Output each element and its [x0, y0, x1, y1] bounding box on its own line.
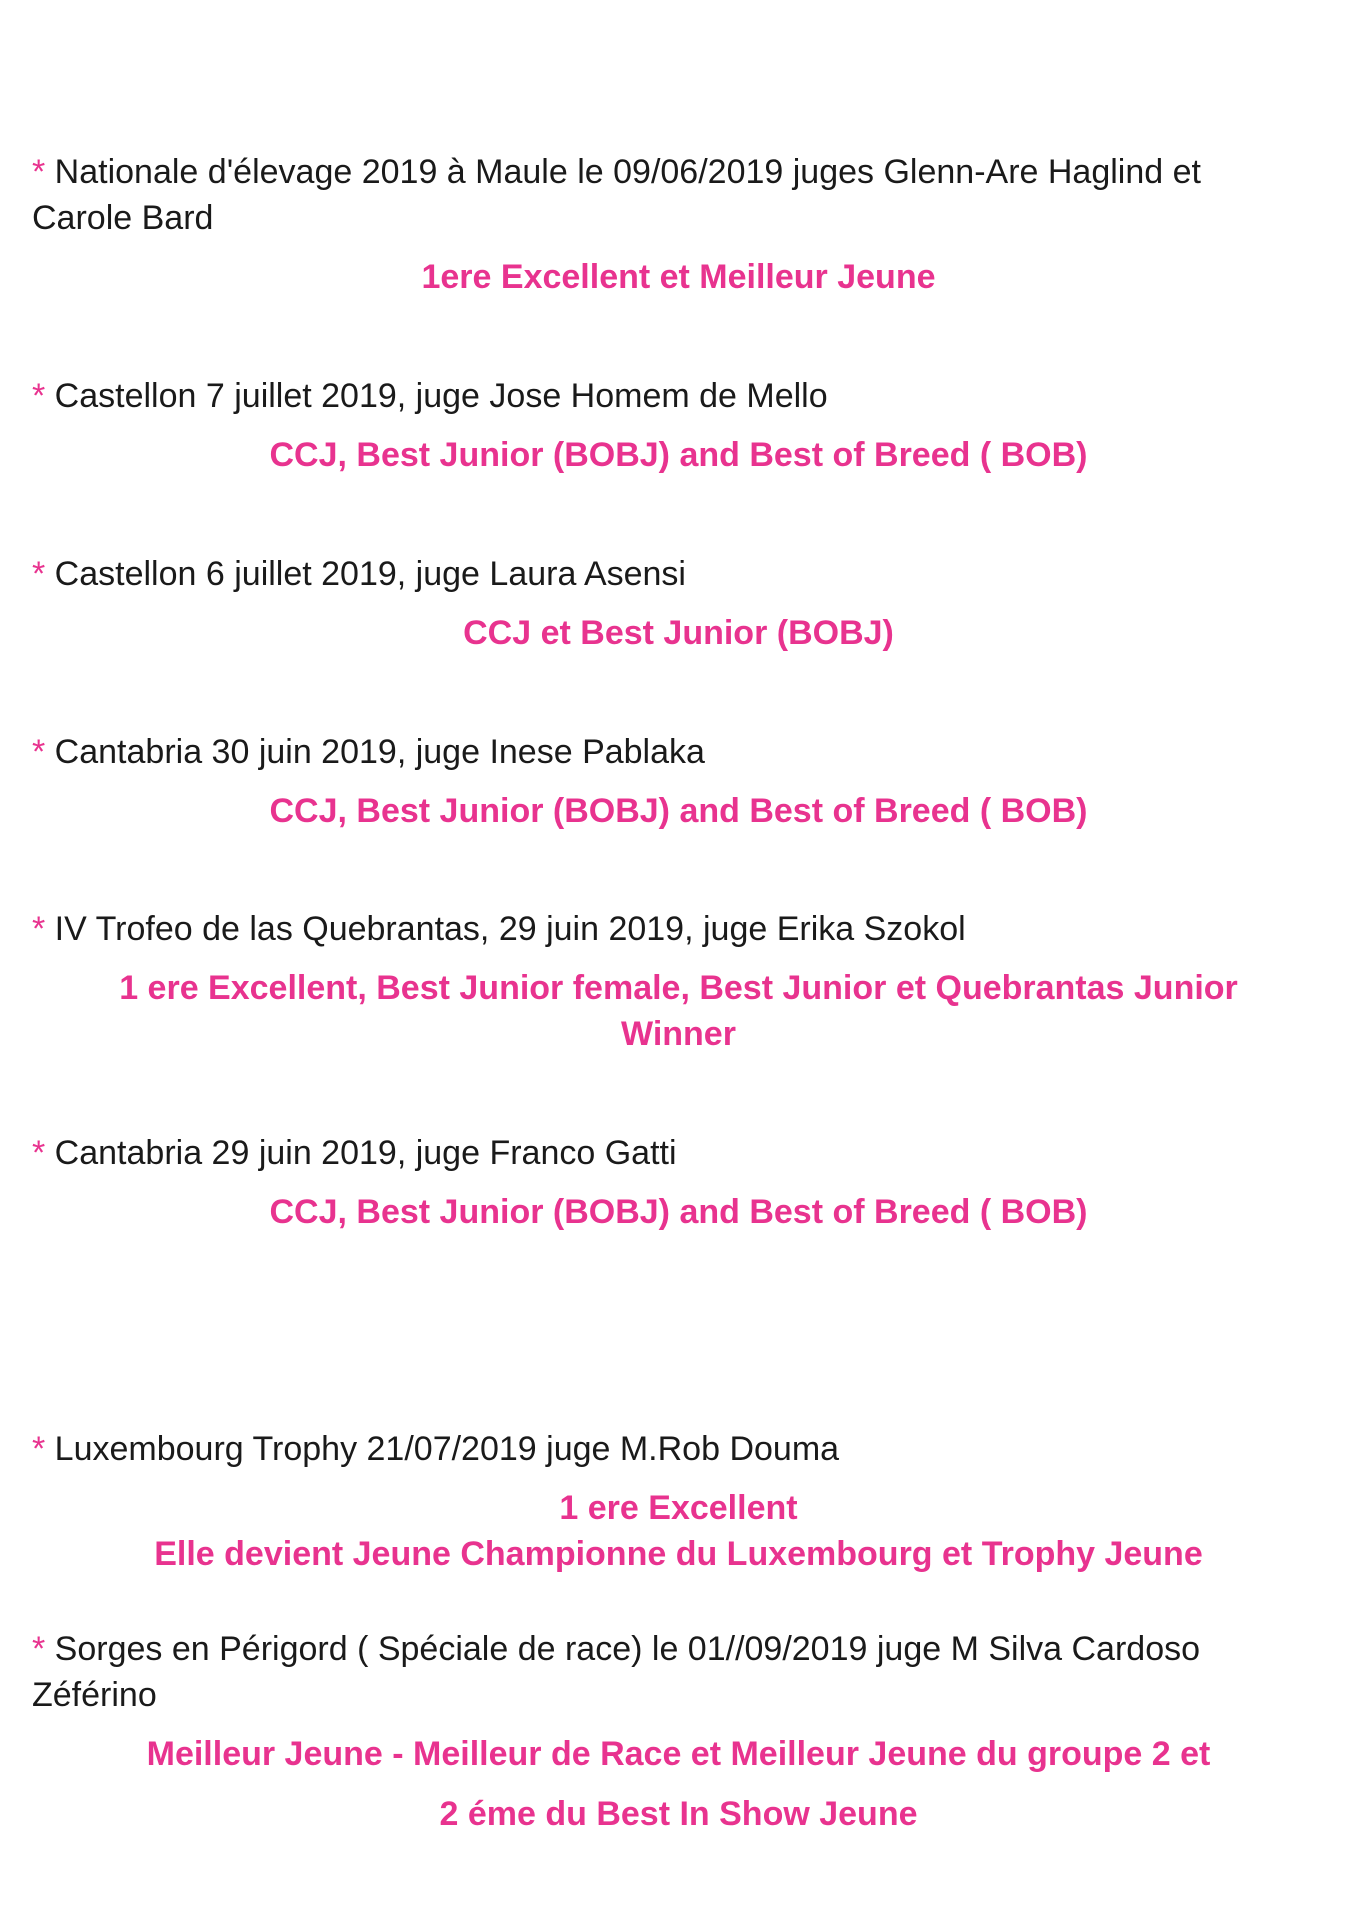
- award-text: 1 ere Excellent, Best Junior female, Best Junior et Quebrantas Junior: [119, 969, 1238, 1007]
- award-text-continued: Winner: [621, 1015, 736, 1053]
- entry-title: [32, 1426, 1322, 1472]
- entry-text: Cantabria 29 juin 2019, juge Franco Gatti: [45, 1134, 677, 1172]
- entry-title: [32, 551, 1322, 597]
- award-text: CCJ, Best Junior (BOBJ) and Best of Breed ( BOB): [269, 792, 1088, 830]
- entry-text: Luxembourg Trophy 21/07/2019 juge M.Rob Douma: [45, 1430, 840, 1468]
- award-text: 1 ere Excellent: [559, 1489, 798, 1527]
- entry-text: IV Trofeo de las Quebrantas, 29 juin 2019, juge Erika Szokol: [45, 910, 966, 948]
- award-text-continued: Elle devient Jeune Championne du Luxembourg et Trophy Jeune: [154, 1535, 1203, 1573]
- entry-text: Sorges en Périgord ( Spéciale de race) le 01//09/2019 juge M Silva Cardoso: [45, 1630, 1201, 1668]
- award-text-continued: 2 éme du Best In Show Jeune: [439, 1795, 918, 1833]
- entry-title: [32, 1130, 1322, 1176]
- award-text: CCJ et Best Junior (BOBJ): [463, 614, 894, 652]
- bullet-star: *: [32, 1430, 46, 1468]
- bullet-star: *: [32, 910, 46, 948]
- entry-text: Castellon 7 juillet 2019, juge Jose Homem de Mello: [45, 377, 828, 415]
- entry-title: [32, 1626, 1322, 1672]
- bullet-star: *: [32, 733, 46, 771]
- award-text: Meilleur Jeune - Meilleur de Race et Meilleur Jeune du groupe 2 et: [146, 1735, 1211, 1773]
- entry-title: [32, 906, 1322, 952]
- bullet-star: *: [32, 1630, 46, 1668]
- entry-title: [32, 373, 1322, 419]
- award-text: CCJ, Best Junior (BOBJ) and Best of Breed ( BOB): [269, 436, 1088, 474]
- bullet-star: *: [32, 1134, 46, 1172]
- bullet-star: *: [32, 153, 46, 191]
- entry-title-continued: Zéférino: [32, 1676, 157, 1714]
- bullet-star: *: [32, 555, 46, 593]
- entry-title-continued: Carole Bard: [32, 199, 214, 237]
- entry-title: [32, 149, 1322, 195]
- entry-text: Cantabria 30 juin 2019, juge Inese Pablaka: [45, 733, 705, 771]
- entry-text: Nationale d'élevage 2019 à Maule le 09/06/2019 juges Glenn-Are Haglind et: [45, 153, 1201, 191]
- entry-text: Castellon 6 juillet 2019, juge Laura Asensi: [45, 555, 686, 593]
- entry-title: [32, 729, 1322, 775]
- bullet-star: *: [32, 377, 46, 415]
- award-text: CCJ, Best Junior (BOBJ) and Best of Breed ( BOB): [269, 1193, 1088, 1231]
- award-text: 1ere Excellent et Meilleur Jeune: [421, 258, 936, 296]
